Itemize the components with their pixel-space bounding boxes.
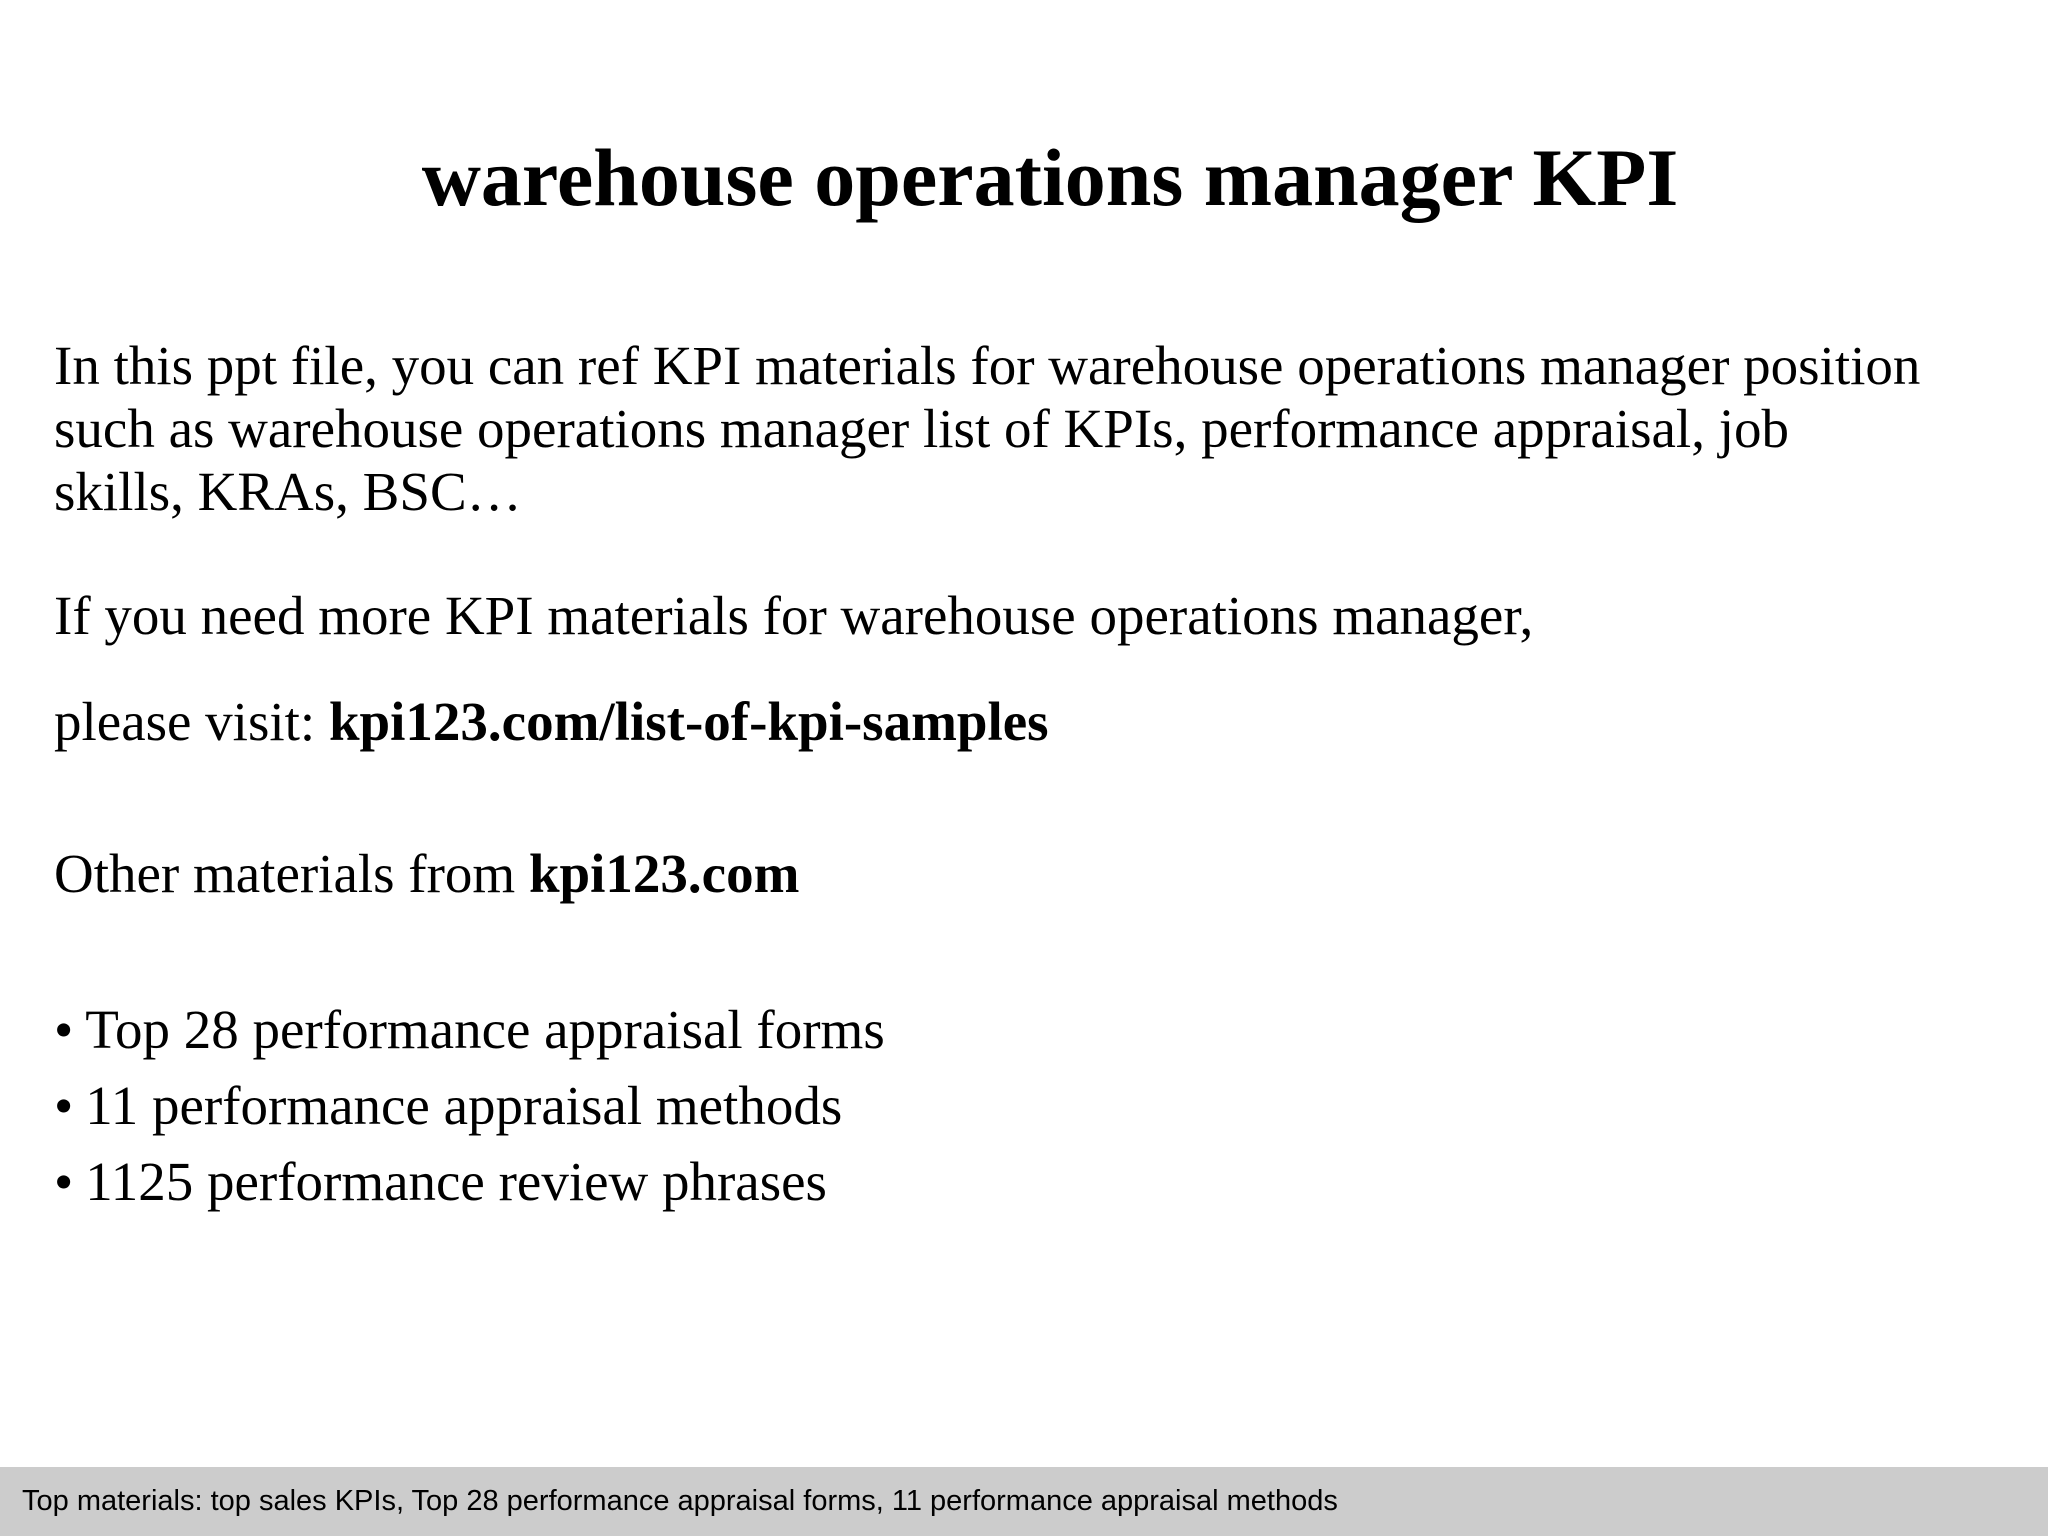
list-item-label: 1125 performance review phrases — [85, 1151, 827, 1212]
intro-line: skills, KRAs, BSC… — [54, 461, 522, 522]
visit-prefix: please visit: — [54, 691, 329, 752]
other-materials-line — [54, 842, 799, 905]
bullet-icon: • — [54, 999, 74, 1060]
footer-bar — [0, 1467, 2048, 1536]
list-item — [54, 992, 885, 1068]
intro-paragraph — [54, 334, 1920, 523]
other-link[interactable]: kpi123.com — [528, 843, 800, 904]
bullet-icon: • — [54, 1151, 74, 1212]
intro-line: In this ppt file, you can ref KPI materials for warehouse operations manager position — [54, 335, 1921, 396]
visit-link[interactable]: kpi123.com/list-of-kpi-samples — [328, 691, 1049, 752]
visit-line — [54, 690, 1049, 753]
intro-line: such as warehouse operations manager list of KPIs, performance appraisal, job — [54, 398, 1789, 459]
footer-text: Top materials: top sales KPIs, Top 28 performance appraisal forms, 11 performance appraisal methods — [22, 1485, 1338, 1517]
more-materials-text: If you need more KPI materials for warehouse operations manager, — [54, 585, 1534, 646]
slide-title: warehouse operations manager KPI — [421, 132, 1679, 223]
list-item — [54, 1144, 885, 1220]
list-item-label: Top 28 performance appraisal forms — [85, 999, 885, 1060]
materials-list — [54, 992, 885, 1220]
other-prefix: Other materials from — [54, 843, 529, 904]
list-item — [54, 1068, 885, 1144]
bullet-icon: • — [54, 1075, 74, 1136]
list-item-label: 11 performance appraisal methods — [85, 1075, 843, 1136]
